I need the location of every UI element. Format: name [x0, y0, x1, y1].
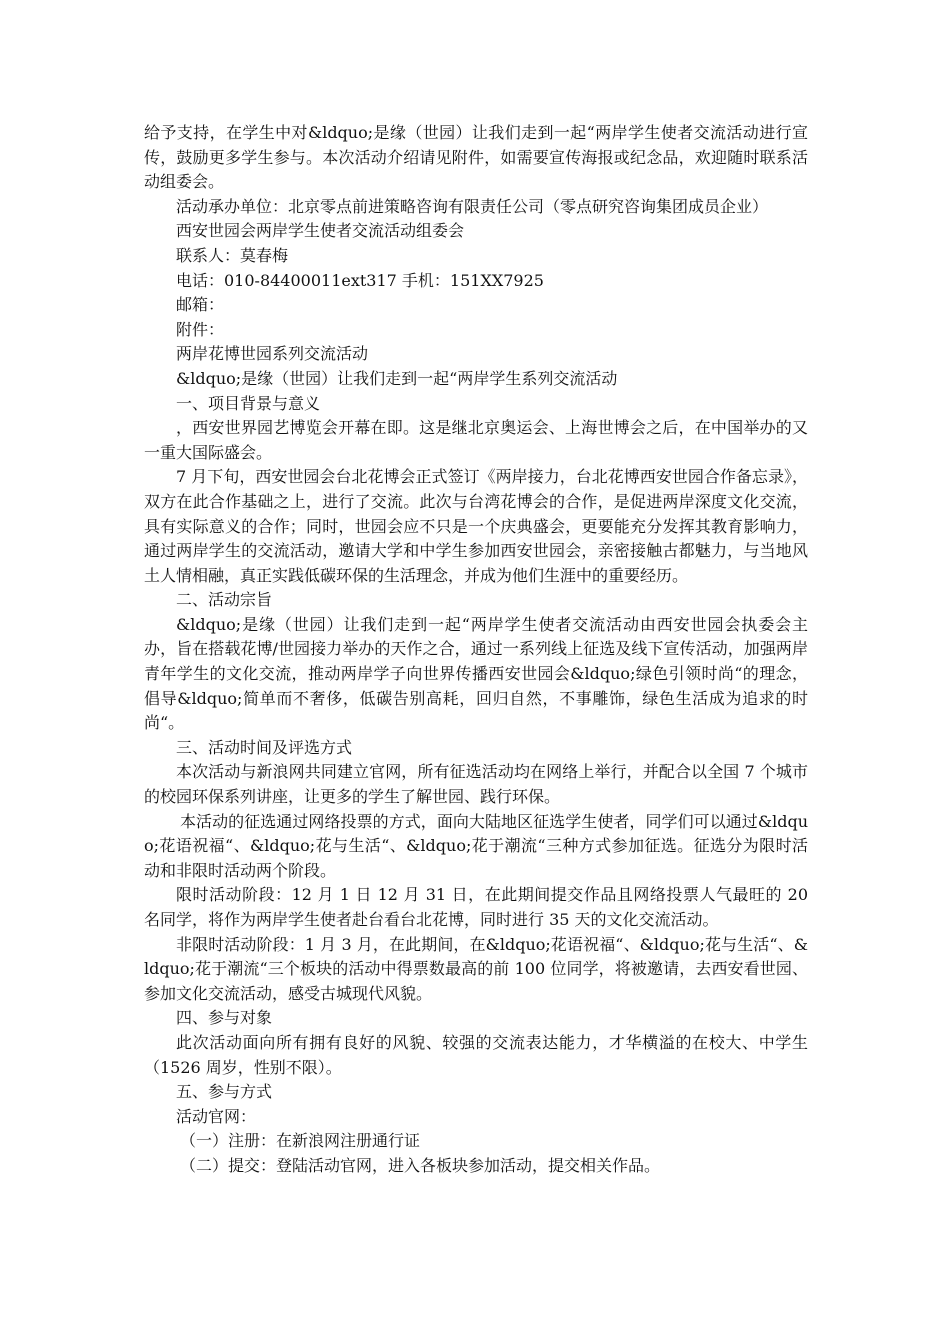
paragraph-purpose: &ldquo;是缘（世园）让我们走到一起“两岸学生使者交流活动由西安世园会执委会主办，旨在搭载花博/世园接力举办的天作之合，通过一系列线上征选及线下宣传活动，加强两岸青年学生的文化交流，推动两岸学子向世界传播西安世园会&ldquo;绿色引领时尚“的理念，倡导&ldquo;简单而不奢侈，低碳告别高耗，回归自然，不事雕饰，绿色生活成为追求的时尚“。 [144, 614, 808, 733]
heading-section-4: 四、参与对象 [176, 1008, 273, 1028]
heading-section-2: 二、活动宗旨 [176, 590, 273, 610]
paragraph-intro-continuation: 给予支持，在学生中对&ldquo;是缘（世园）让我们走到一起“两岸学生使者交流活动进行宣传，鼓励更多学生参与。本次活动介绍请见附件，如需要宣传海报或纪念品，欢迎随时联系活动组委会。 [144, 123, 808, 192]
paragraph-background: ，西安世界园艺博览会开幕在即。这是继北京奥运会、上海世博会之后，在中国举办的又一重大国际盛会。 [144, 418, 808, 462]
paragraph-organizer: 活动承办单位：北京零点前进策略咨询有限责任公司（零点研究咨询集团成员企业） [176, 196, 769, 216]
paragraph-cooperation: 7 月下旬，西安世园会台北花博会正式签订《两岸接力，台北花博西安世园合作备忘录》，双方在此合作基础之上，进行了交流。此次与台湾花博会的合作，是促进两岸深度文化交流，具有实际意义的合作；同时，世园会应不只是一个庆典盛会，更要能充分发挥其教育影响力，通过两岸学生的交流活动，邀请大学和中学生参加西安世园会，亲密接触古都魅力，与当地风土人情相融，真正实践低碳环保的生活理念，并成为他们生涯中的重要经历。 [144, 467, 808, 585]
paragraph-phone: 电话：010-84400011ext317 手机：151XX7925 [176, 270, 544, 290]
heading-section-5: 五、参与方式 [176, 1082, 273, 1102]
list-item-register: （一）注册：在新浪网注册通行证 [180, 1131, 421, 1151]
document-body [144, 121, 808, 1179]
paragraph-selection-method: 本活动的征选通过网络投票的方式，面向大陆地区征选学生使者，同学们可以通过&ldquo;花语祝福“、&ldquo;花与生活“、&ldquo;花于潮流“三种方式参加征选。征选分为限时活动和非限时活动两个阶段。 [144, 811, 808, 880]
paragraph-committee: 西安世园会两岸学生使者交流活动组委会 [176, 221, 465, 241]
heading-section-1: 一、项目背景与意义 [176, 393, 321, 413]
paragraph-contact-person: 联系人：莫春梅 [176, 245, 289, 265]
paragraph-attachment-title: 两岸花博世园系列交流活动 [176, 344, 369, 364]
paragraph-email: 邮箱： [176, 295, 225, 315]
paragraph-participants: 此次活动面向所有拥有良好的风貌、较强的交流表达能力，才华横溢的在校大、中学生（1526 周岁，性别不限）。 [144, 1032, 808, 1077]
paragraph-attachment-label: 附件： [176, 319, 225, 339]
paragraph-attachment-subtitle: &ldquo;是缘（世园）让我们走到一起“两岸学生系列交流活动 [176, 368, 618, 388]
paragraph-unlimited-phase: 非限时活动阶段：1 月 3 月，在此期间，在&ldquo;花语祝福“、&ldquo;花与生活“、&ldquo;花于潮流“三个板块的活动中得票数最高的前 100 位同学，将被邀请，去西安看世园、参加文化交流活动，感受古城现代风貌。 [144, 934, 808, 1003]
heading-section-3: 三、活动时间及评选方式 [176, 737, 353, 757]
list-item-submit: （二）提交：登陆活动官网，进入各板块参加活动，提交相关作品。 [180, 1155, 661, 1175]
paragraph-limited-phase: 限时活动阶段：12 月 1 日 12 月 31 日，在此期间提交作品且网络投票人气最旺的 20 名同学，将作为两岸学生使者赴台看台北花博，同时进行 35 天的文化交流活动。 [144, 885, 808, 929]
paragraph-official-site: 本次活动与新浪网共同建立官网，所有征选活动均在网络上举行，并配合以全国 7 个城市的校园环保系列讲座，让更多的学生了解世园、践行环保。 [144, 762, 808, 807]
paragraph-website-label: 活动官网： [176, 1106, 257, 1126]
